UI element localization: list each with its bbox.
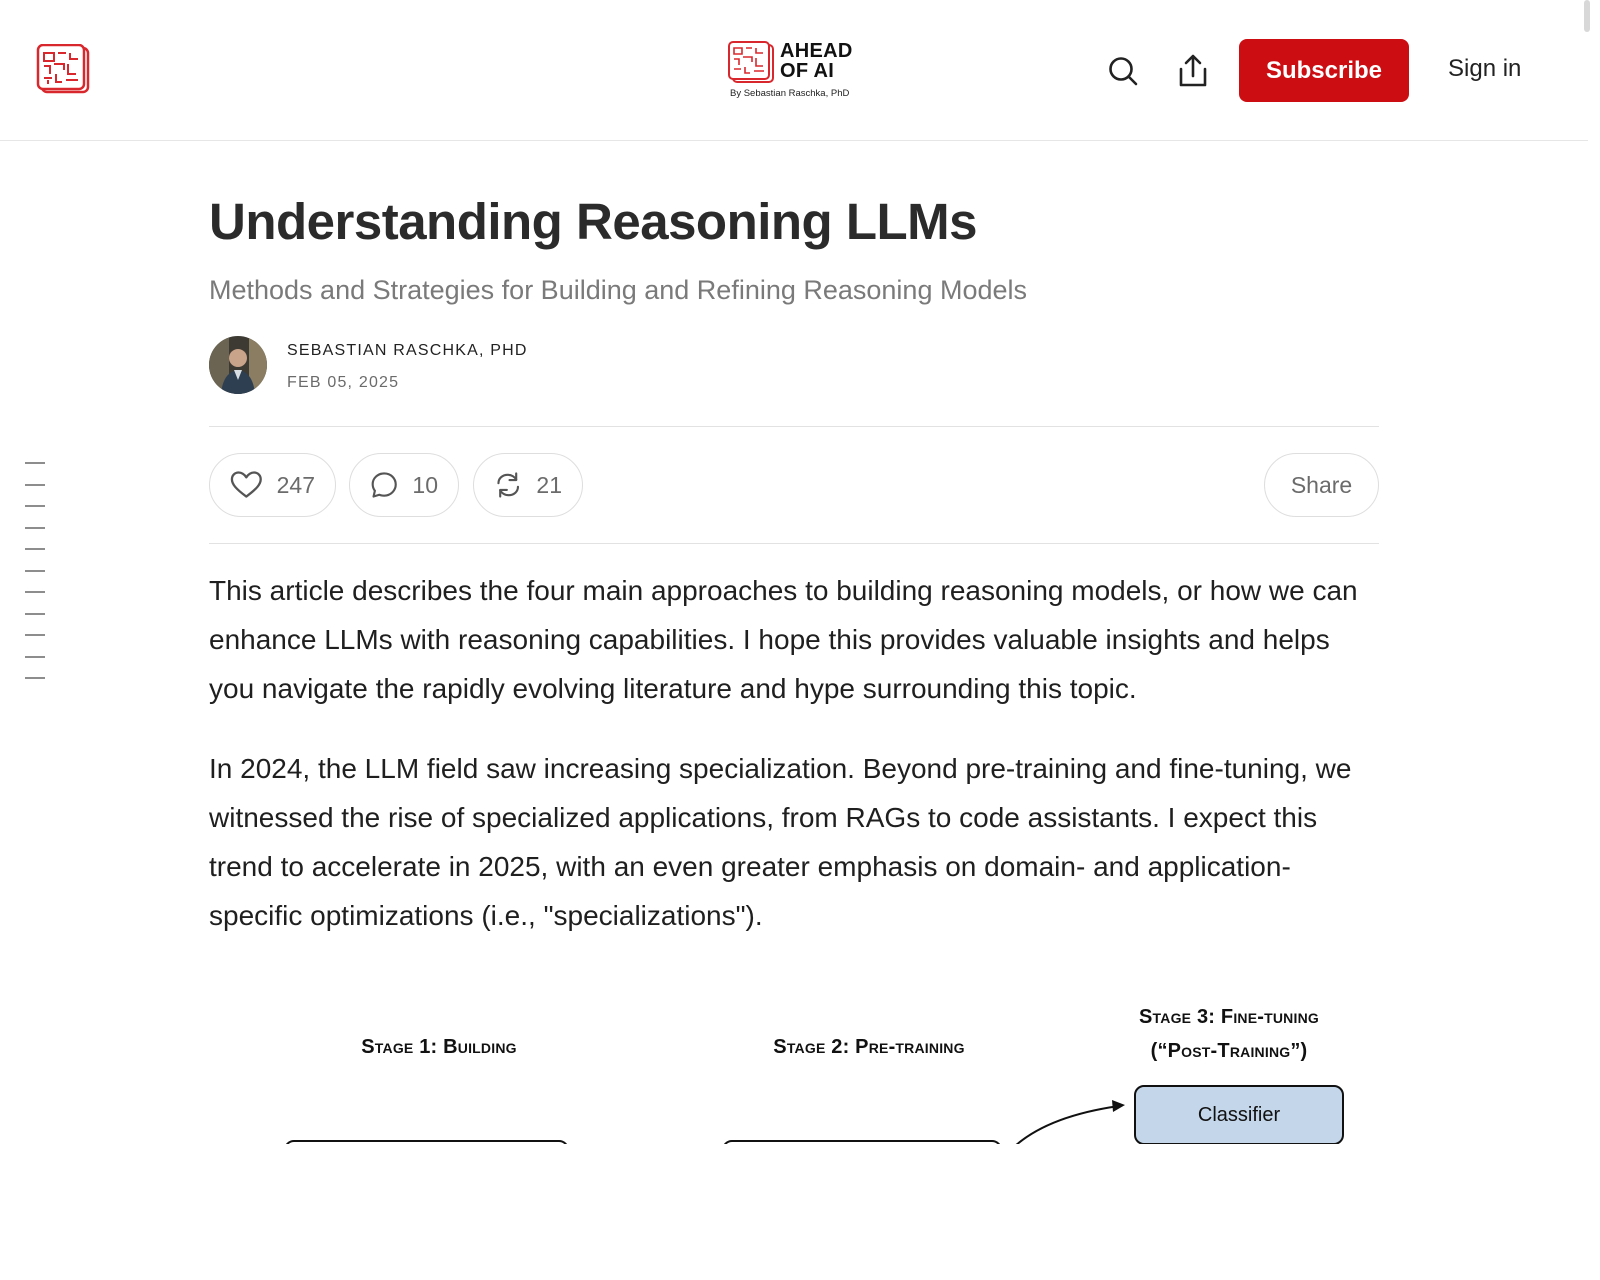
toc-entry[interactable]	[25, 677, 45, 679]
stages-diagram	[209, 986, 1379, 1144]
arrow-icon	[1009, 1086, 1139, 1144]
toc-entry[interactable]	[25, 570, 45, 572]
publish-date: FEB 05, 2025	[287, 374, 400, 391]
article-body	[209, 566, 1379, 940]
table-of-contents-rail[interactable]	[25, 462, 45, 699]
stage-3-label-line-2: (“Post-Training”)	[1150, 1040, 1308, 1062]
stage-2-label: Stage 2: Pre-training	[773, 1036, 965, 1058]
comment-count: 10	[412, 471, 438, 498]
share-header-button[interactable]	[1173, 51, 1213, 91]
sign-in-link[interactable]: Sign in	[1448, 55, 1522, 82]
toc-entry[interactable]	[25, 505, 45, 507]
brand-line-2: OF AI	[780, 60, 835, 82]
paragraph: In 2024, the LLM field saw increasing specialization. Beyond pre-training and fine-tuning, we witnessed the rise of specialized applications, from RAGs to code assistants. I expect this trend to accelerate in 2025, with an even greater emphasis on domain- and application-specific optimizations (i.e., "specializations").	[209, 753, 1352, 931]
restack-icon	[494, 469, 522, 501]
search-icon	[1107, 55, 1139, 87]
stage-1-label: Stage 1: Building	[361, 1036, 517, 1058]
avatar-photo-icon	[209, 336, 267, 394]
scrollbar-thumb[interactable]	[1584, 0, 1590, 32]
post-actions	[209, 427, 1379, 543]
paragraph: This article describes the four main approaches to building reasoning models, or how we can enhance LLMs with reasoning capabilities. I hope this provides valuable insights and helps you navigate the rapidly evolving literature and hype surrounding this topic.	[209, 575, 1358, 704]
article-subtitle: Methods and Strategies for Building and Refining Reasoning Models	[209, 275, 1028, 305]
share-upload-icon	[1178, 54, 1208, 88]
search-button[interactable]	[1103, 51, 1143, 91]
share-button[interactable]: Share	[1264, 453, 1379, 517]
toc-entry[interactable]	[25, 591, 45, 593]
toc-entry[interactable]	[25, 656, 45, 658]
author-avatar[interactable]	[209, 336, 267, 394]
article	[209, 186, 1379, 971]
like-count: 247	[276, 471, 315, 498]
toc-entry[interactable]	[25, 484, 45, 486]
stage-1-box	[284, 1140, 569, 1144]
restack-button[interactable]	[473, 453, 583, 517]
stage-2-box	[722, 1140, 1002, 1144]
toc-entry[interactable]	[25, 634, 45, 636]
subscribe-button[interactable]: Subscribe	[1239, 39, 1409, 102]
heart-icon	[230, 470, 263, 500]
brand-logo[interactable]	[728, 40, 868, 102]
classifier-box: Classifier	[1134, 1085, 1344, 1144]
divider	[209, 543, 1379, 544]
brand-line-1: AHEAD	[780, 40, 853, 62]
toc-entry[interactable]	[25, 548, 45, 550]
site-header	[0, 0, 1588, 141]
restack-count: 21	[536, 471, 562, 498]
stage-3-label	[1089, 1000, 1369, 1068]
brand-byline: By Sebastian Raschka, PhD	[730, 88, 850, 99]
publication-logo-icon[interactable]	[36, 44, 92, 96]
comment-button[interactable]	[349, 453, 459, 517]
brand-icon	[728, 41, 775, 83]
byline	[209, 336, 1379, 396]
comment-icon	[370, 469, 398, 501]
article-title: Understanding Reasoning LLMs	[209, 193, 978, 250]
author-name[interactable]: SEBASTIAN RASCHKA, PHD	[287, 342, 528, 359]
toc-entry[interactable]	[25, 462, 45, 464]
toc-entry[interactable]	[25, 527, 45, 529]
like-button[interactable]	[209, 453, 336, 517]
brand-name	[780, 41, 870, 81]
stage-3-label-line-1: Stage 3: Fine-tuning	[1139, 1006, 1319, 1028]
toc-entry[interactable]	[25, 613, 45, 615]
